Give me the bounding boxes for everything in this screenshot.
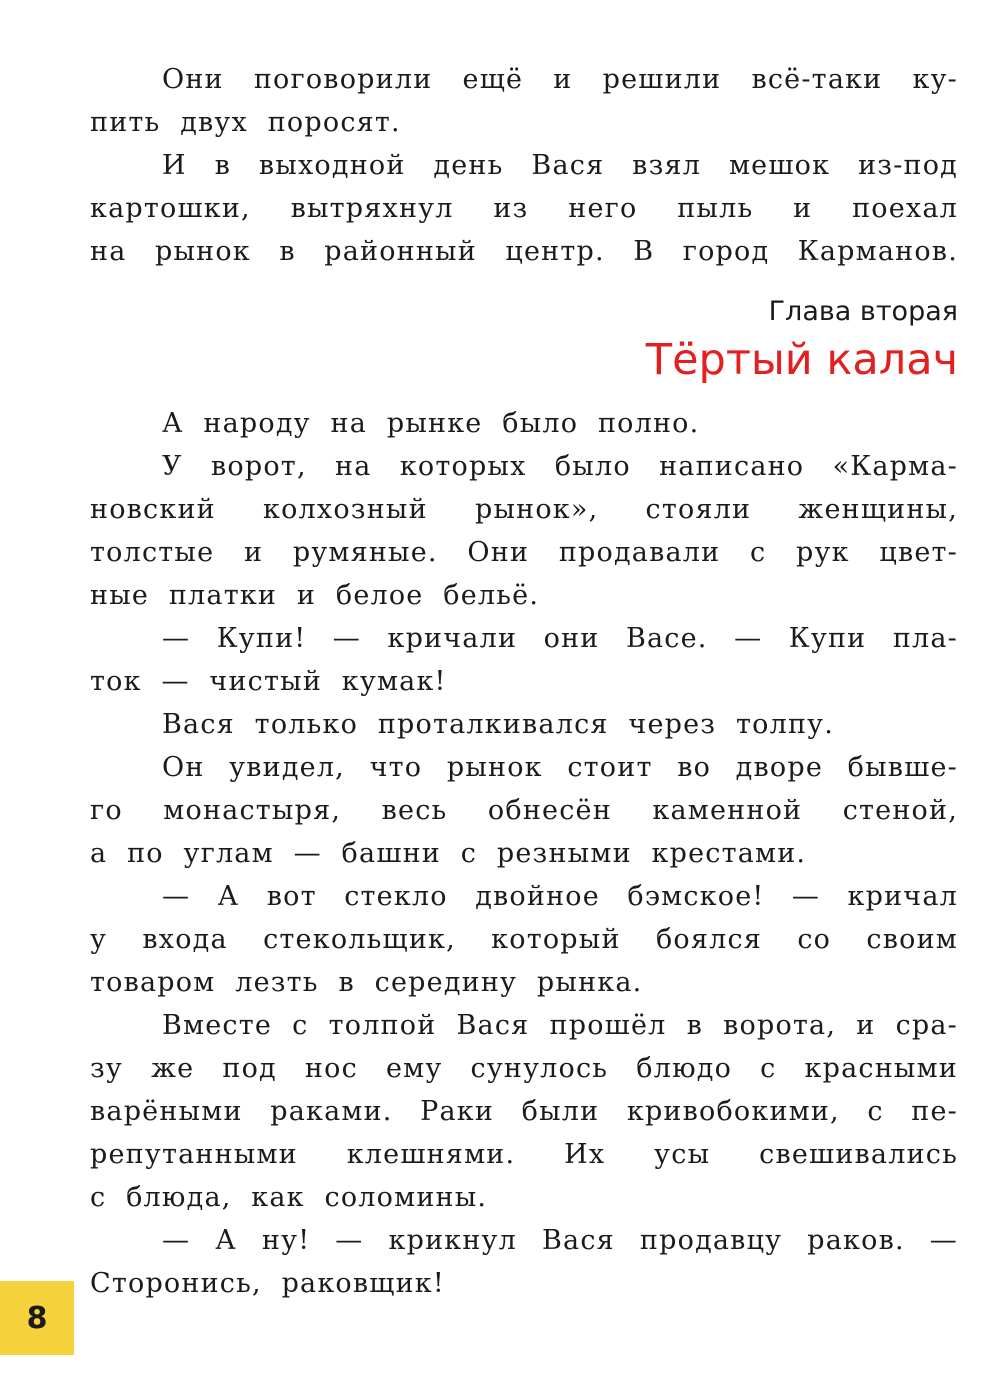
text-line: репутанными клешнями. Их усы свешивались <box>90 1139 958 1170</box>
text-line: на рынок в районный центр. В город Карманов. <box>90 236 958 267</box>
text-line: Вася только проталкивался через толпу. <box>162 709 835 740</box>
text-line: Они поговорили ещё и решили всё-таки ку- <box>162 64 958 95</box>
text-line: товаром лезть в середину рынка. <box>90 967 643 998</box>
text-line: новский колхозный рынок», стояли женщины, <box>90 494 958 525</box>
chapter-body <box>90 402 958 1305</box>
text-line: картошки, вытряхнул из него пыль и поехал <box>90 193 958 224</box>
text-line: толстые и румяные. Они продавали с рук цвет- <box>90 537 958 568</box>
text-line: а по углам — башни с резными крестами. <box>90 838 807 869</box>
chapter-title: Тёртый калач <box>645 335 958 385</box>
text-line: го монастыря, весь обнесён каменной стеной, <box>90 795 958 826</box>
text-line: с блюда, как соломины. <box>90 1182 488 1213</box>
text-line: — Купи! — кричали они Васе. — Купи пла- <box>162 623 958 654</box>
text-line: — А вот стекло двойное бэмское! — кричал <box>162 881 958 912</box>
text-line: у входа стекольщик, который боялся со своим <box>90 924 958 955</box>
text-line: пить двух поросят. <box>90 107 401 138</box>
text-line: ток — чистый кумак! <box>90 666 447 697</box>
intro-text <box>90 58 958 273</box>
text-line: — А ну! — крикнул Вася продавцу раков. — <box>162 1225 958 1256</box>
text-line: У ворот, на которых было написано «Карма- <box>162 451 958 482</box>
text-line: Вместе с толпой Вася прошёл в ворота, и сра- <box>162 1010 958 1041</box>
text-line: А народу на рынке было полно. <box>162 408 700 439</box>
text-line: зу же под нос ему сунулось блюдо с красными <box>90 1053 958 1084</box>
chapter-label: Глава вторая <box>768 296 958 327</box>
text-line: И в выходной день Вася взял мешок из-под <box>162 150 958 181</box>
text-line: Сторонись, раковщик! <box>90 1268 445 1299</box>
text-line: Он увидел, что рынок стоит во дворе бывше- <box>162 752 958 783</box>
text-line: варёными раками. Раки были кривобокими, с пе- <box>90 1096 958 1127</box>
text-line: ные платки и белое бельё. <box>90 580 540 611</box>
page-number: 8 <box>0 1281 74 1355</box>
